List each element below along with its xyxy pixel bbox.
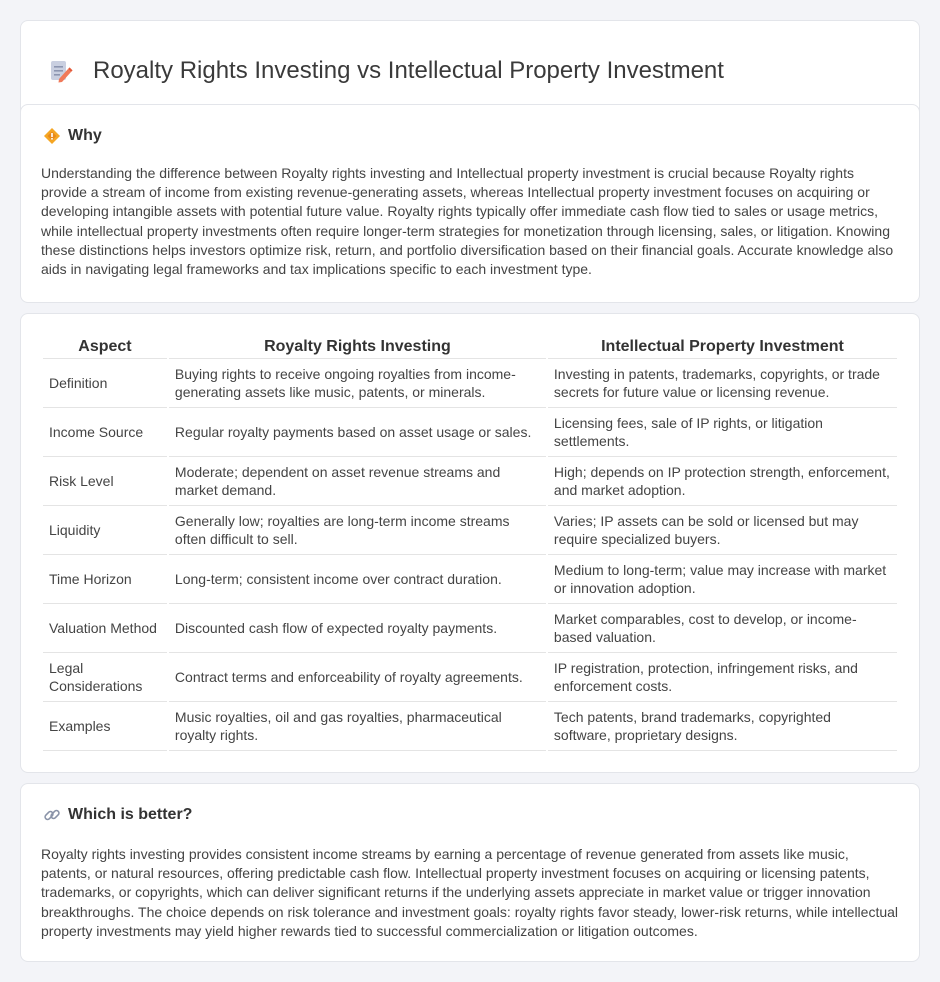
royalty-cell: Generally low; royalties are long-term income streams often difficult to sell. (169, 506, 546, 555)
aspect-cell: Valuation Method (43, 604, 167, 653)
header-royalty: Royalty Rights Investing (169, 336, 546, 359)
comparison-table (41, 336, 899, 751)
aspect-cell: Time Horizon (43, 555, 167, 604)
royalty-cell: Contract terms and enforceability of royalty agreements. (169, 653, 546, 702)
page-title: Royalty Rights Investing vs Intellectual Property Investment (93, 57, 724, 84)
aspect-cell: Income Source (43, 408, 167, 457)
which-better-title: Which is better? (68, 806, 193, 823)
table-row (43, 457, 897, 506)
why-section (20, 104, 920, 303)
table-row (43, 653, 897, 702)
table-row (43, 506, 897, 555)
ip-cell: Investing in patents, trademarks, copyrights, or trade secrets for future value or licensing revenue. (548, 359, 897, 408)
table-row (43, 359, 897, 408)
table-header-row (43, 336, 897, 359)
table-row (43, 604, 897, 653)
why-title: Why (68, 127, 102, 144)
table-row (43, 702, 897, 751)
why-body: Understanding the difference between Royalty rights investing and Intellectual property investment is crucial because Royalty rights provide a stream of income from existing revenue-generating assets, whereas Intellectual property investment focuses on acquiring or developing intangible assets with potential future value. Royalty rights typically offer immediate cash flow tied to sales or usage metrics, while intellectual property investments often require longer-term strategies for monetization through licensing, sales, or litigation. Knowing these distinctions helps investors optimize risk, return, and portfolio diversification based on their financial goals. Accurate knowledge also aids in navigating legal frameworks and tax implications specific to each investment type. (41, 165, 894, 278)
royalty-cell: Long-term; consistent income over contract duration. (169, 555, 546, 604)
table-row (43, 408, 897, 457)
ip-cell: IP registration, protection, infringement risks, and enforcement costs. (548, 653, 897, 702)
which-better-section (20, 783, 920, 962)
diamond-warning-icon (43, 127, 61, 145)
header-ip: Intellectual Property Investment (548, 336, 897, 359)
ip-cell: High; depends on IP protection strength, enforcement, and market adoption. (548, 457, 897, 506)
royalty-cell: Moderate; dependent on asset revenue streams and market demand. (169, 457, 546, 506)
ip-cell: Varies; IP assets can be sold or licensed but may require specialized buyers. (548, 506, 897, 555)
aspect-cell: Liquidity (43, 506, 167, 555)
ip-cell: Medium to long-term; value may increase with market or innovation adoption. (548, 555, 897, 604)
document-edit-icon (47, 58, 73, 84)
link-icon (43, 806, 61, 824)
header-aspect: Aspect (43, 336, 167, 359)
ip-cell: Market comparables, cost to develop, or income-based valuation. (548, 604, 897, 653)
aspect-cell: Definition (43, 359, 167, 408)
table-row (43, 555, 897, 604)
royalty-cell: Regular royalty payments based on asset usage or sales. (169, 408, 546, 457)
comparison-table-card (20, 313, 920, 773)
aspect-cell: Examples (43, 702, 167, 751)
royalty-cell: Discounted cash flow of expected royalty payments. (169, 604, 546, 653)
aspect-cell: Risk Level (43, 457, 167, 506)
which-better-body: Royalty rights investing provides consistent income streams by earning a percentage of revenue generated from assets like music, patents, or natural resources, offering predictable cash flow. Intellectual property investment focuses on acquiring or licensing patents, trademarks, or copyrights, which can deliver significant returns if the underlying assets appreciate in market value or trigger innovation breakthroughs. The choice depends on risk tolerance and investment goals: royalty rights favor steady, lower-risk returns, while intellectual property investments may yield higher rewards tied to successful commercialization or litigation outcomes. (41, 846, 899, 939)
royalty-cell: Music royalties, oil and gas royalties, pharmaceutical royalty rights. (169, 702, 546, 751)
ip-cell: Tech patents, brand trademarks, copyrighted software, proprietary designs. (548, 702, 897, 751)
aspect-cell: Legal Considerations (43, 653, 167, 702)
ip-cell: Licensing fees, sale of IP rights, or litigation settlements. (548, 408, 897, 457)
royalty-cell: Buying rights to receive ongoing royalties from income-generating assets like music, patents, or minerals. (169, 359, 546, 408)
